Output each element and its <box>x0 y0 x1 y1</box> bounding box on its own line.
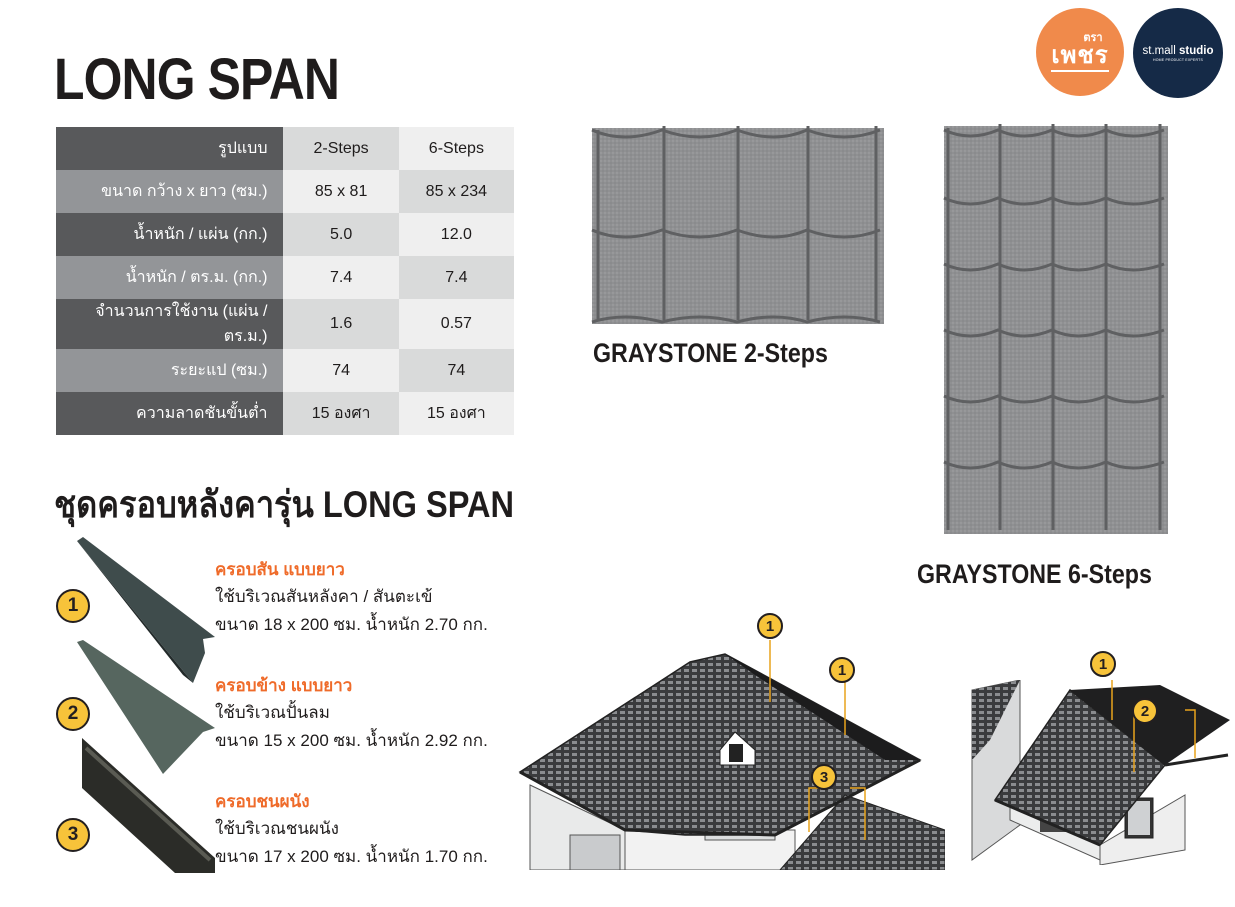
house-marker-ridge: 1 <box>1090 651 1116 677</box>
house-diagram-small <box>970 680 1230 865</box>
table-row <box>56 299 514 349</box>
accessory-item <box>215 557 515 639</box>
house-marker-ridge: 1 <box>757 613 783 639</box>
cell-2steps: 74 <box>283 349 398 392</box>
row-label: ระยะแป (ซม.) <box>56 349 283 392</box>
accessory-spec: ขนาด 15 x 200 ซม. น้ำหนัก 2.92 กก. <box>215 731 488 750</box>
row-label: จำนวนการใช้งาน (แผ่น / ตร.ม.) <box>56 299 283 349</box>
accessory-name: ครอบชนผนัง <box>215 792 310 811</box>
accessories-title: ชุดครอบหลังคารุ่น LONG SPAN <box>54 484 515 525</box>
row-label: น้ำหนัก / แผ่น (กก.) <box>56 213 283 256</box>
logo-brand-text <box>1143 45 1214 57</box>
accessory-item <box>215 673 515 755</box>
logo-small-text: ตรา <box>1083 31 1103 44</box>
accessory-number-badge: 2 <box>56 697 90 731</box>
row-label: ขนาด กว้าง x ยาว (ซม.) <box>56 170 283 213</box>
accessory-name: ครอบข้าง แบบยาว <box>215 676 353 695</box>
graystone-2steps-tile-image <box>588 120 888 330</box>
row-label: น้ำหนัก / ตร.ม. (กก.) <box>56 256 283 299</box>
cell-2steps: 85 x 81 <box>283 170 398 213</box>
logo-brand-bold: studio <box>1178 44 1214 57</box>
accessory-usage: ใช้บริเวณชนผนัง <box>215 819 339 838</box>
brand-logo-petch <box>1036 8 1124 96</box>
house-marker-wall: 3 <box>811 764 837 790</box>
cell-6steps: 15 องศา <box>399 392 514 435</box>
cell-6steps: 74 <box>399 349 514 392</box>
house-marker-ridge: 1 <box>829 657 855 683</box>
accessory-name: ครอบสัน แบบยาว <box>215 560 345 579</box>
accessory-number-badge: 1 <box>56 589 90 623</box>
wall-flashing-image <box>80 738 215 873</box>
row-label: ความลาดชันขั้นต่ำ <box>56 392 283 435</box>
house-marker-side: 2 <box>1132 698 1158 724</box>
cell-2steps: 7.4 <box>283 256 398 299</box>
table-row <box>56 256 514 299</box>
header-cell-6steps: 6-Steps <box>399 127 514 170</box>
table-header-row <box>56 127 514 170</box>
accessory-item <box>215 789 515 871</box>
header-cell-2steps: 2-Steps <box>283 127 398 170</box>
table-row <box>56 349 514 392</box>
graystone-2steps-caption: GRAYSTONE 2-Steps <box>593 338 828 368</box>
accessory-spec: ขนาด 17 x 200 ซม. น้ำหนัก 1.70 กก. <box>215 847 488 866</box>
house-diagram-large <box>515 620 945 870</box>
cell-2steps: 5.0 <box>283 213 398 256</box>
graystone-6steps-caption: GRAYSTONE 6-Steps <box>917 559 1152 589</box>
accessory-usage: ใช้บริเวณปั้นลม <box>215 703 330 722</box>
cell-6steps: 7.4 <box>399 256 514 299</box>
header-cell-type: รูปแบบ <box>56 127 283 170</box>
cell-2steps: 1.6 <box>283 299 398 349</box>
cell-6steps: 0.57 <box>399 299 514 349</box>
table-row <box>56 170 514 213</box>
accessory-usage: ใช้บริเวณสันหลังคา / สันตะเข้ <box>215 587 433 606</box>
page-title: LONG SPAN <box>54 47 340 112</box>
cell-6steps: 12.0 <box>399 213 514 256</box>
cell-6steps: 85 x 234 <box>399 170 514 213</box>
graystone-6steps-tile-image <box>940 118 1172 538</box>
logo-big-text: เพชร <box>1051 44 1108 72</box>
logo-tagline: HOME PRODUCT EXPERTS <box>1153 57 1203 62</box>
logo-brand-light: st.mall <box>1142 44 1176 57</box>
table-row <box>56 392 514 435</box>
brand-logo-stmall <box>1133 8 1223 98</box>
spec-table <box>56 127 514 435</box>
accessory-number-badge: 3 <box>56 818 90 852</box>
table-row <box>56 213 514 256</box>
accessory-spec: ขนาด 18 x 200 ซม. น้ำหนัก 2.70 กก. <box>215 615 488 634</box>
cell-2steps: 15 องศา <box>283 392 398 435</box>
